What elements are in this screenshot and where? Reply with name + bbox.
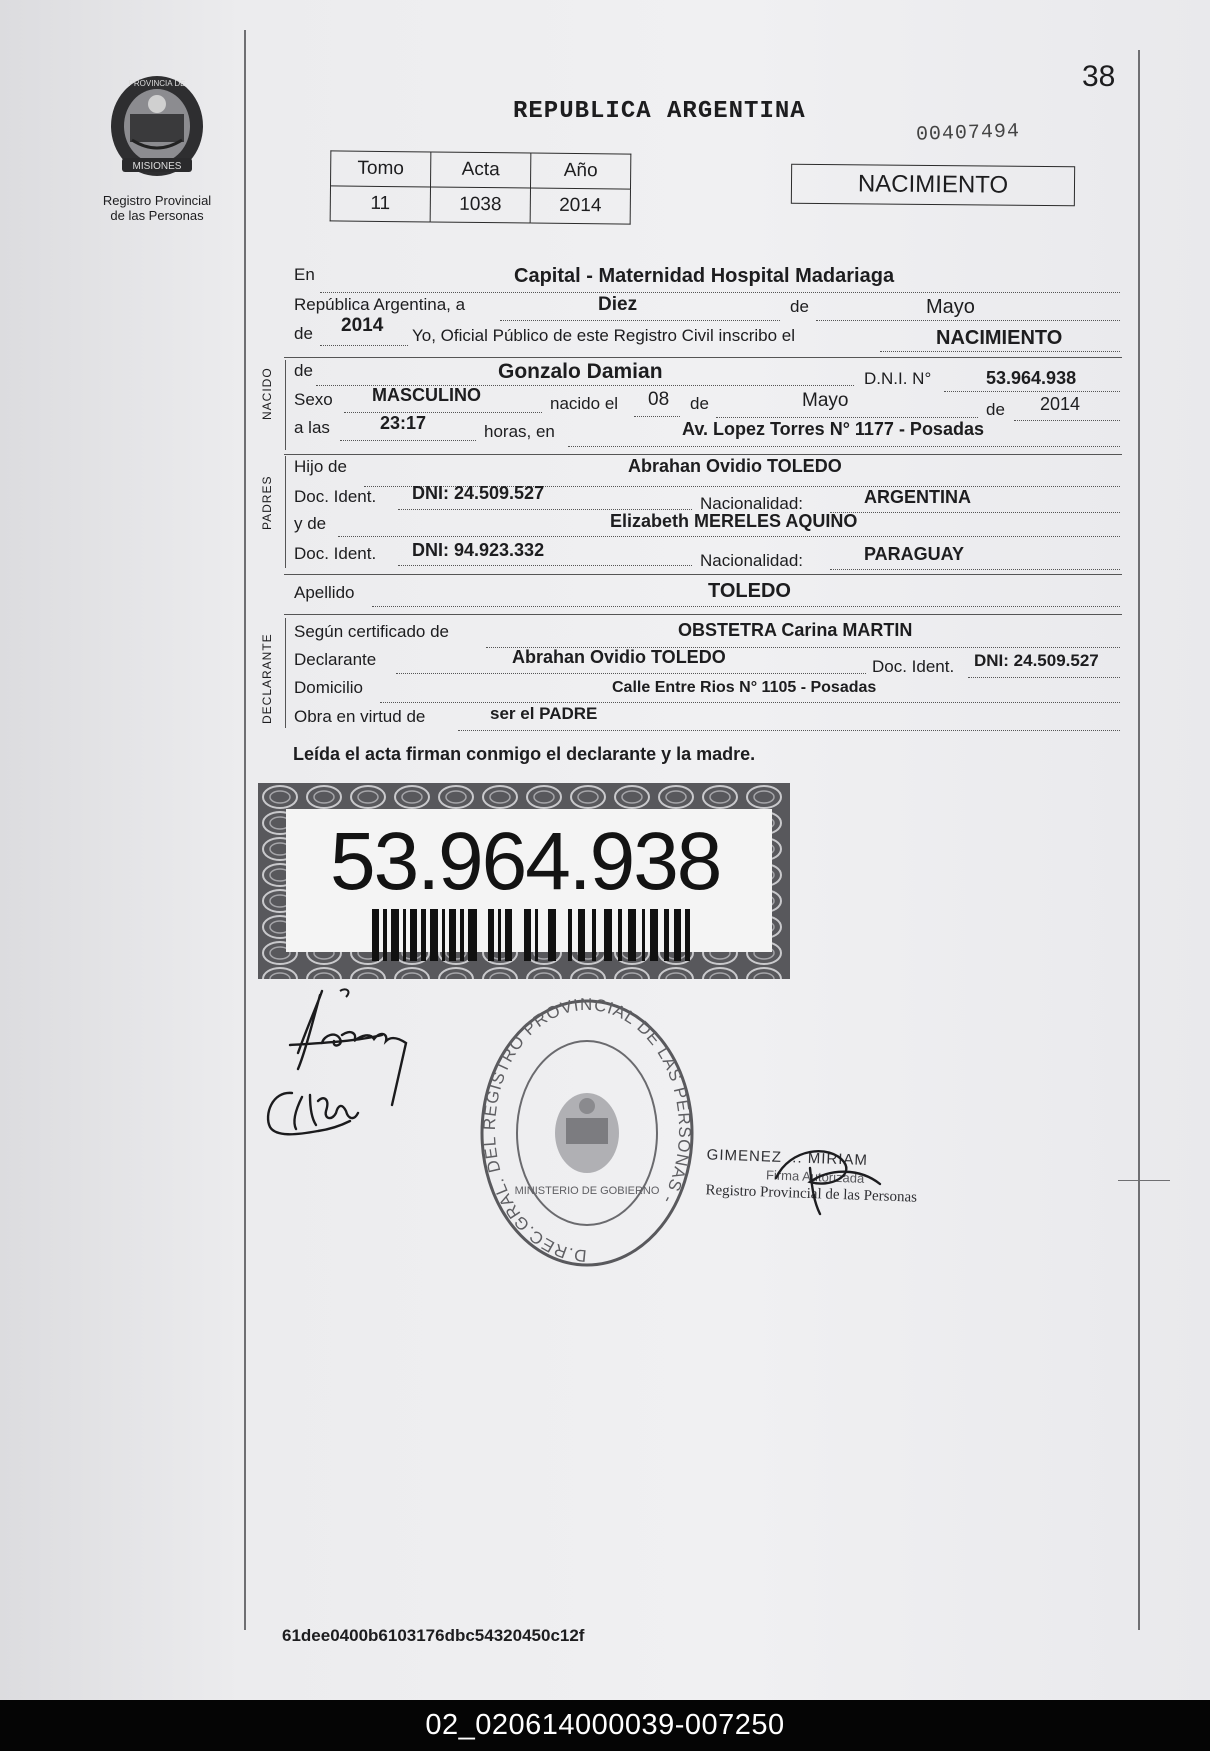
registry-header-tomo: Tomo: [331, 151, 431, 187]
page-number: 38: [1082, 60, 1116, 93]
birth-year: 2014: [1040, 394, 1081, 414]
barcode-icon: [372, 909, 692, 961]
left-margin-line: [244, 30, 246, 1630]
de-label: de: [790, 297, 809, 316]
domicilio-label: Domicilio: [294, 678, 363, 697]
mother-name: Elizabeth MERELES AQUINO: [610, 511, 858, 531]
declarant-name: Abrahan Ovidio TOLEDO: [512, 647, 726, 667]
dotted-line: [320, 345, 408, 346]
plate-panel: [286, 809, 772, 952]
de-label: de: [986, 400, 1005, 419]
hijo-label: Hijo de: [294, 457, 347, 476]
section-bar: [285, 456, 286, 568]
doc-label: Doc. Ident.: [872, 657, 955, 676]
country-heading: REPUBLICA ARGENTINA: [513, 98, 806, 125]
nacionalidad-label: Nacionalidad:: [700, 551, 804, 570]
certificado-label: Según certificado de: [294, 622, 449, 641]
nacido-label: nacido el: [550, 394, 619, 413]
month-value: Mayo: [926, 296, 975, 318]
padres-section-label: PADRES: [260, 475, 274, 530]
republic-label: República Argentina, a: [294, 295, 466, 314]
birth-address: Av. Lopez Torres N° 1177 - Posadas: [682, 419, 984, 439]
section-divider: [284, 574, 1122, 575]
dotted-line: [396, 673, 866, 674]
nacionalidad-label: Nacionalidad:: [700, 494, 804, 513]
dotted-line: [338, 536, 1120, 537]
official-signature: [770, 1138, 890, 1218]
section-divider: [284, 454, 1122, 455]
registry-header-acta: Acta: [431, 152, 531, 188]
svg-text:PROVINCIA DE: PROVINCIA DE: [128, 79, 186, 88]
mother-signature: [262, 1075, 372, 1145]
year-prefix: de: [294, 324, 313, 343]
domicile-value: Calle Entre Rios N° 1105 - Posadas: [612, 679, 877, 696]
dotted-line: [830, 512, 1120, 513]
mother-nationality: PARAGUAY: [864, 544, 965, 564]
dotted-line: [372, 606, 1120, 607]
dotted-line: [568, 446, 1120, 447]
birth-place: Capital - Maternidad Hospital Madariaga: [514, 265, 895, 287]
dotted-line: [458, 730, 1120, 731]
footer-id-bar: 02_020614000039-007250: [0, 1700, 1210, 1751]
father-doc: DNI: 24.509.527: [412, 483, 545, 503]
en-label: En: [294, 265, 315, 284]
logo-caption-line: Registro Provincial: [102, 193, 212, 208]
dotted-line: [716, 417, 978, 418]
dotted-line: [500, 320, 780, 321]
document-hash: 61dee0400b6103176dbc54320450c12f: [282, 1626, 585, 1645]
plate-dni-number: 53.964.938: [330, 816, 721, 907]
registry-header-row: [331, 151, 631, 189]
sexo-label: Sexo: [294, 390, 333, 409]
dotted-line: [880, 351, 1120, 352]
province-logo: [92, 70, 222, 223]
declarant-doc: DNI: 24.509.527: [974, 651, 1099, 670]
serial-number: 00407494: [915, 120, 1021, 147]
sexo-value: MASCULINO: [372, 385, 481, 405]
doc-label: Doc. Ident.: [294, 544, 377, 563]
section-bar: [285, 618, 286, 728]
obra-label: Obra en virtud de: [294, 707, 426, 726]
dotted-line: [344, 412, 542, 413]
registry-header-anio: Año: [530, 153, 630, 189]
alas-label: a las: [294, 418, 330, 437]
section-divider: [284, 357, 1122, 358]
yde-label: y de: [294, 514, 327, 533]
svg-text:MISIONES: MISIONES: [132, 161, 182, 172]
act-type-box: NACIMIENTO: [791, 164, 1075, 206]
de-label: de: [294, 361, 313, 380]
official-role: Firma Autorizada: [765, 1167, 865, 1186]
apellido-value: TOLEDO: [708, 580, 791, 602]
father-name: Abrahan Ovidio TOLEDO: [628, 456, 842, 476]
seal-inner-text: MINISTERIO DE GOBIERNO: [514, 1185, 660, 1197]
horas-label: horas, en: [484, 422, 555, 441]
dotted-line: [634, 416, 680, 417]
stray-mark: [1118, 1180, 1170, 1181]
official-name: GIMENEZ ... MIRIAM: [706, 1146, 869, 1169]
official-seal-icon: [478, 998, 696, 1268]
event-value: NACIMIENTO: [936, 327, 1063, 349]
registry-table: [330, 150, 632, 224]
registry-value-tomo: 11: [330, 186, 430, 222]
declarante-section-label: DECLARANTE: [260, 633, 274, 724]
dotted-line: [380, 702, 1120, 703]
de-label: de: [690, 394, 709, 413]
child-name: Gonzalo Damian: [498, 360, 663, 383]
logo-caption: [92, 193, 222, 223]
dotted-line: [398, 509, 692, 510]
year-value: 2014: [341, 315, 384, 336]
declarante-label: Declarante: [294, 650, 377, 669]
birth-time: 23:17: [380, 413, 427, 433]
mother-doc: DNI: 94.923.332: [412, 540, 545, 560]
section-divider: [284, 614, 1122, 615]
apellido-label: Apellido: [294, 583, 355, 602]
section-bar: [285, 360, 286, 450]
father-nationality: ARGENTINA: [864, 487, 971, 507]
dotted-line: [830, 569, 1120, 570]
dotted-line: [398, 565, 692, 566]
registry-value-row: [330, 186, 630, 224]
obra-value: ser el PADRE: [490, 704, 598, 723]
dotted-line: [968, 677, 1120, 678]
dotted-line: [816, 320, 1120, 321]
child-dni: 53.964.938: [986, 368, 1077, 388]
misiones-crest-icon: [92, 70, 222, 182]
official-office: Registro Provincial de las Personas: [705, 1182, 918, 1206]
doc-label: Doc. Ident.: [294, 487, 377, 506]
dotted-line: [944, 391, 1120, 392]
dni-label: D.N.I. N°: [864, 369, 932, 388]
closing-statement: Leída el acta firman conmigo el declarante y la madre.: [293, 744, 756, 764]
nacido-section-label: NACIDO: [260, 367, 274, 420]
seal-ring-text: D.REC.GRAL. DEL REGISTRO PROVINCIAL DE LAS PERSONAS -: [479, 998, 695, 1266]
logo-caption-line: de las Personas: [110, 208, 204, 223]
birth-month: Mayo: [802, 390, 849, 411]
dotted-line: [340, 440, 476, 441]
statement-text: Yo, Oficial Público de este Registro Civil inscribo el: [412, 326, 795, 345]
birth-day: 08: [648, 389, 670, 410]
day-value: Diez: [598, 294, 638, 315]
dotted-line: [1014, 420, 1120, 421]
registry-value-acta: 1038: [430, 187, 530, 223]
right-margin-line: [1138, 50, 1140, 1630]
registry-value-anio: 2014: [530, 188, 630, 224]
certificate-value: OBSTETRA Carina MARTIN: [678, 620, 913, 640]
dni-number-plate: [258, 783, 790, 979]
